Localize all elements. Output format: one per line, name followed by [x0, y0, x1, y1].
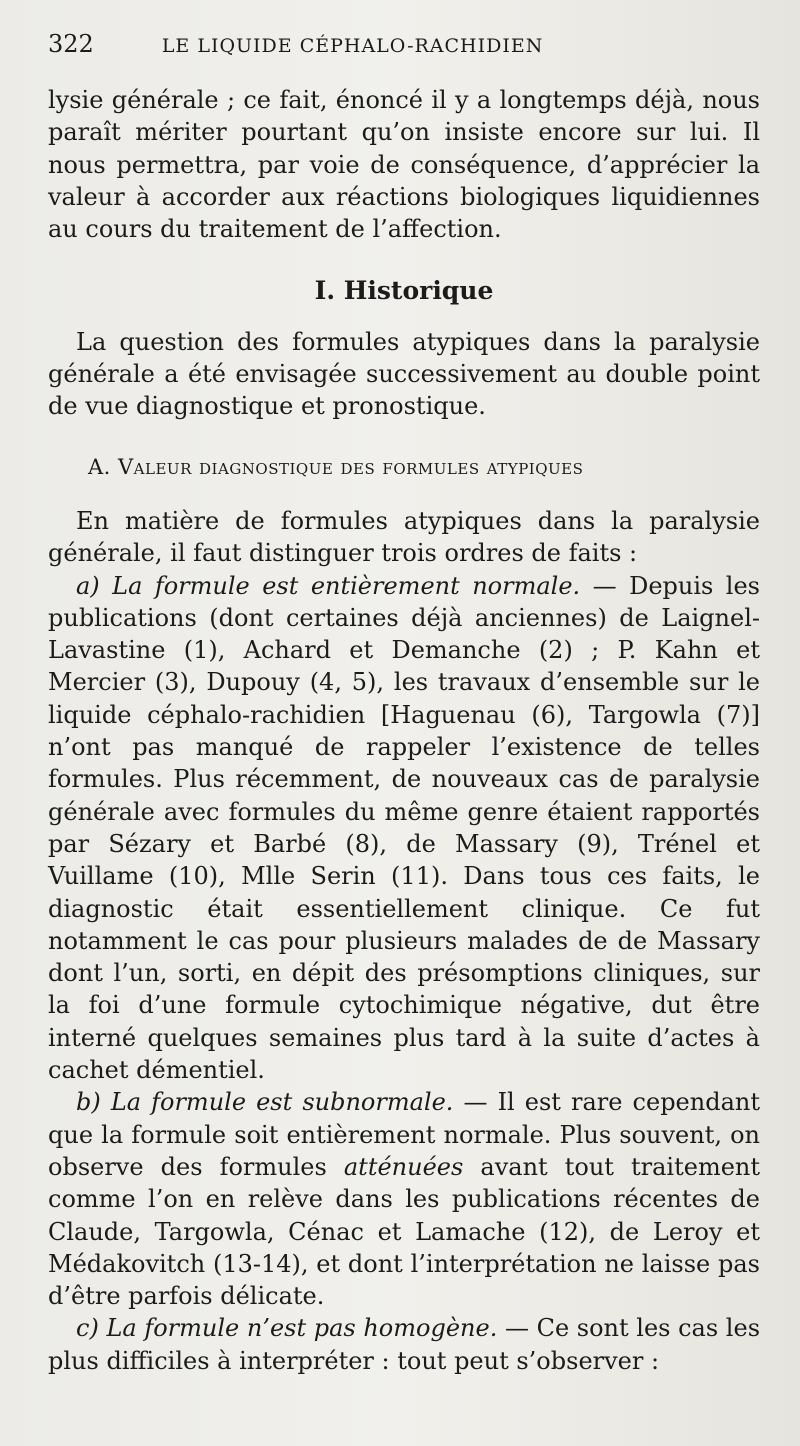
- page-number: 322: [48, 30, 94, 58]
- item-a-title: La formule est entièrement normale.: [112, 571, 581, 600]
- paragraph-orders: En matière de formules atypiques dans la paralysie générale, il faut distinguer trois ordres de faits :: [48, 506, 760, 568]
- item-b-text-1: — Il est rare cependant que la formule soit entièrement normale. Plus souvent, on observe des formules: [48, 1088, 760, 1181]
- item-c-text: — Ce sont les cas les plus difficiles à interpréter : tout peut s’observer :: [48, 1314, 761, 1375]
- list-item-a: [48, 570, 760, 1087]
- item-b-title: La formule est subnormale.: [110, 1088, 454, 1117]
- list-item-c: [48, 1312, 760, 1377]
- item-c-title: La formule n’est pas homogène.: [106, 1314, 498, 1343]
- item-b-text-2: avant tout traitement comme l’on en relève dans les publications récentes de Claude, Targowla, Cénac et Lamache (12), de Leroy et Médakovitch (13-14), et dont l’interprétation ne laisse pas d’être parfois délicate.: [48, 1152, 761, 1311]
- item-b-emphasis: atténuées: [343, 1152, 464, 1181]
- list-item-b: [48, 1086, 760, 1312]
- paragraph-question: La question des formules atypiques dans la paralysie générale a été envisagée successivement au double point de vue diagnostique et pronostique.: [48, 327, 760, 421]
- section-heading: I. Historique: [314, 276, 494, 306]
- item-b-letter: b): [76, 1088, 101, 1117]
- page-header: [48, 30, 760, 70]
- subsection-heading: A. Valeur diagnostique des formules atypiques: [88, 454, 584, 479]
- item-a-letter: a): [76, 571, 100, 600]
- item-a-text: — Depuis les publications (dont certaines déjà anciennes) de Laignel-Lavastine (1), Achard et Demanche (2) ; P. Kahn et Mercier (3), Dupouy (4, 5), les travaux d’ensemble sur le liquide céphalo-rachidien [Haguenau (6), Targowla (7)] n’ont pas manqué de rappeler l’existence de telles formules. Plus récemment, de nouveaux cas de paralysie générale avec formules du même genre étaient rapportés par Sézary et Barbé (8), de Massary (9), Trénel et Vuillame (10), Mlle Serin (11). Dans tous ces faits, le diagnostic était essentiellement clinique. Ce fut notamment le cas pour plusieurs malades de de Massary dont l’un, sorti, en dépit des présomptions cliniques, sur la foi d’une formule cytochimique négative, dut être interné quelques semaines plus tard à la suite d’actes à cachet démentiel.: [48, 571, 760, 1085]
- paragraph-intro: lysie générale ; ce fait, énoncé il y a longtemps déjà, nous paraît mériter pourtant qu’on insiste encore sur lui. Il nous permettra, par voie de conséquence, d’apprécier la valeur à accorder aux réactions biologiques liquidiennes au cours du traitement de l’affection.: [48, 86, 760, 244]
- body-text: [48, 84, 760, 1377]
- item-c-letter: c): [76, 1314, 99, 1343]
- running-title: LE LIQUIDE CÉPHALO-RACHIDIEN: [161, 35, 544, 57]
